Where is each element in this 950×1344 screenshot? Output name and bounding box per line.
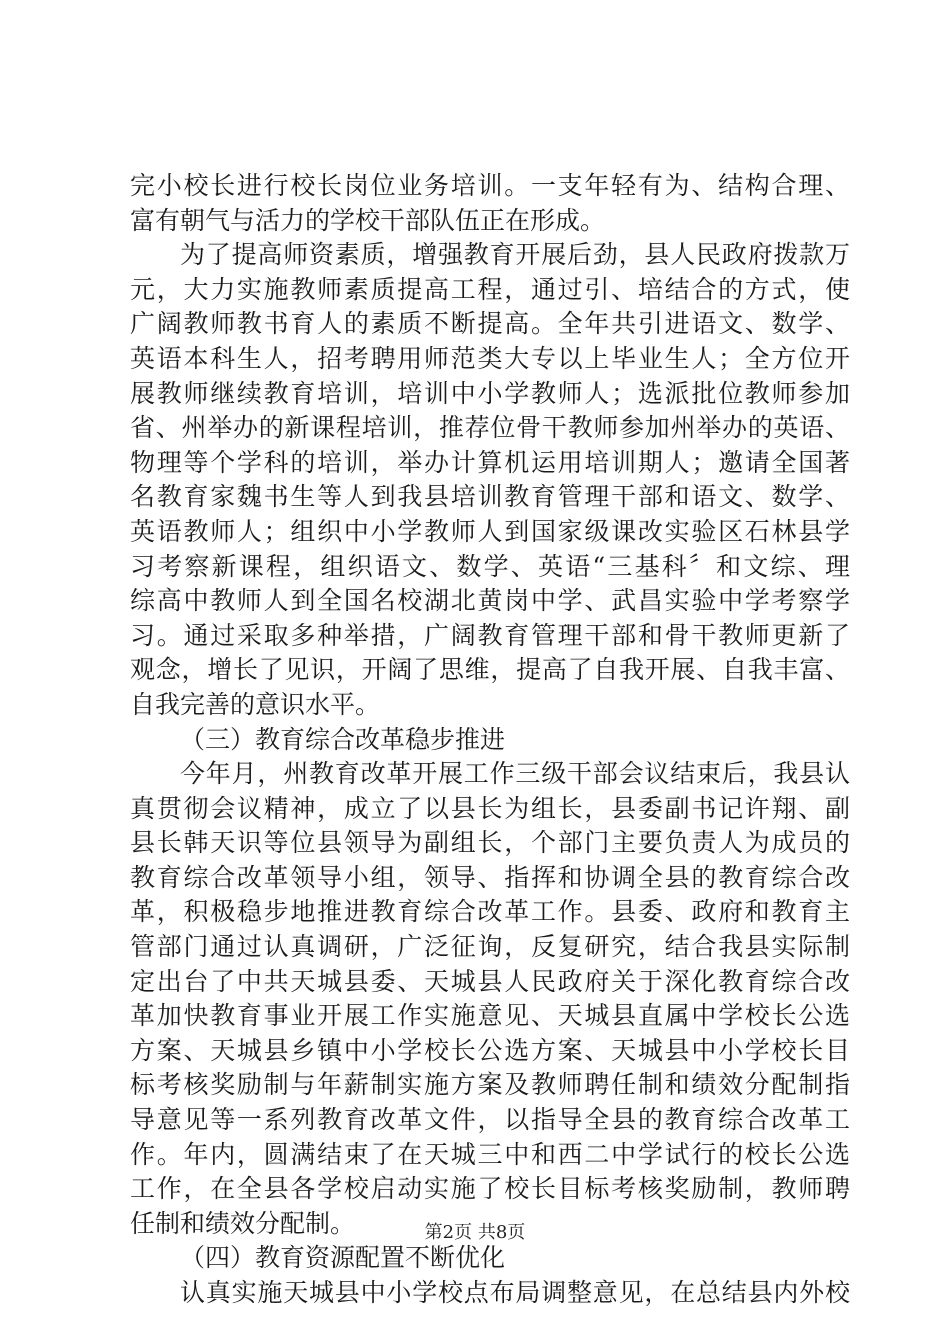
- text-line: 真贯彻会议精神，成立了以县长为组长，县委副书记许翔、副: [130, 793, 850, 823]
- page-number-footer: 第2页 共8页: [424, 1222, 526, 1243]
- text-line: 完小校长进行校长岗位业务培训。一支年轻有为、结构合理、: [130, 171, 850, 200]
- text-line: 革，积极稳步地推进教育综合改革工作。县委、政府和教育主: [130, 897, 850, 927]
- section-heading: （三）教育综合改革稳步推进: [180, 724, 506, 754]
- text-line: 习考察新课程，组织语文、数学、英语“三基科〞和文综、理: [130, 551, 850, 581]
- text-line: 标考核奖励制与年薪制实施方案及教师聘任制和绩效分配制指: [130, 1070, 850, 1100]
- text-line: 工作，在全县各学校启动实施了校长目标考核奖励制，教师聘: [130, 1174, 850, 1204]
- document-body: [130, 169, 850, 1311]
- paragraph-start-line: 认真实施天城县中小学校点布局调整意见，在总结县内外校: [180, 1278, 850, 1307]
- text-line: 教育综合改革领导小组，领导、指挥和协调全县的教育综合改: [130, 862, 850, 892]
- paragraph-start-line: 今年月，州教育改革开展工作三级干部会议结束后，我县认: [180, 759, 850, 789]
- text-line: 管部门通过认真调研，广泛征询，反复研究，结合我县实际制: [130, 932, 850, 962]
- text-line: 物理等个学科的培训，举办计算机运用培训期人；邀请全国著: [130, 447, 850, 477]
- text-line: 革加快教育事业开展工作实施意见、天城县直属中学校长公选: [130, 1001, 850, 1031]
- section-heading: （四）教育资源配置不断优化: [180, 1243, 506, 1273]
- text-line: 省、州举办的新课程培训，推荐位骨干教师参加州举办的英语、: [130, 413, 850, 443]
- text-line: 县长韩天识等位县领导为副组长，个部门主要负责人为成员的: [130, 828, 850, 858]
- text-line: 观念，增长了见识，开阔了思维，提高了自我开展、自我丰富、: [130, 655, 850, 685]
- text-line: 自我完善的意识水平。: [130, 689, 381, 719]
- text-line: 定出台了中共天城县委、天城县人民政府关于深化教育综合改: [130, 966, 850, 996]
- text-line: 英语本科生人，招考聘用师范类大专以上毕业生人；全方位开: [130, 343, 850, 373]
- text-line: 广阔教师教书育人的素质不断提高。全年共引进语文、数学、: [130, 309, 850, 339]
- text-line: 富有朝气与活力的学校干部队伍正在形成。: [130, 205, 606, 235]
- text-line: 任制和绩效分配制。: [130, 1208, 356, 1238]
- text-line: 导意见等一系列教育改革文件，以指导全县的教育综合改革工: [130, 1105, 850, 1135]
- text-line: 英语教师人；组织中小学教师人到国家级课改实验区石林县学: [130, 516, 850, 546]
- text-line: 展教师继续教育培训，培训中小学教师人；选派批位教师参加: [130, 378, 850, 408]
- paragraph-start-line: 为了提高师资素质，增强教育开展后劲，县人民政府拨款万: [180, 240, 850, 270]
- text-line: 方案、天城县乡镇中小学校长公选方案、天城县中小学校长目: [130, 1035, 850, 1065]
- text-line: 元，大力实施教师素质提高工程，通过引、培结合的方式，使: [130, 274, 850, 304]
- text-line: 名教育家魏书生等人到我县培训教育管理干部和语文、数学、: [130, 482, 850, 512]
- text-line: 作。年内，圆满结束了在天城三中和西二中学试行的校长公选: [130, 1139, 850, 1169]
- text-line: 习。通过采取多种举措，广阔教育管理干部和骨干教师更新了: [130, 620, 850, 650]
- text-line: 综高中教师人到全国名校湖北黄岗中学、武昌实验中学考察学: [130, 586, 850, 616]
